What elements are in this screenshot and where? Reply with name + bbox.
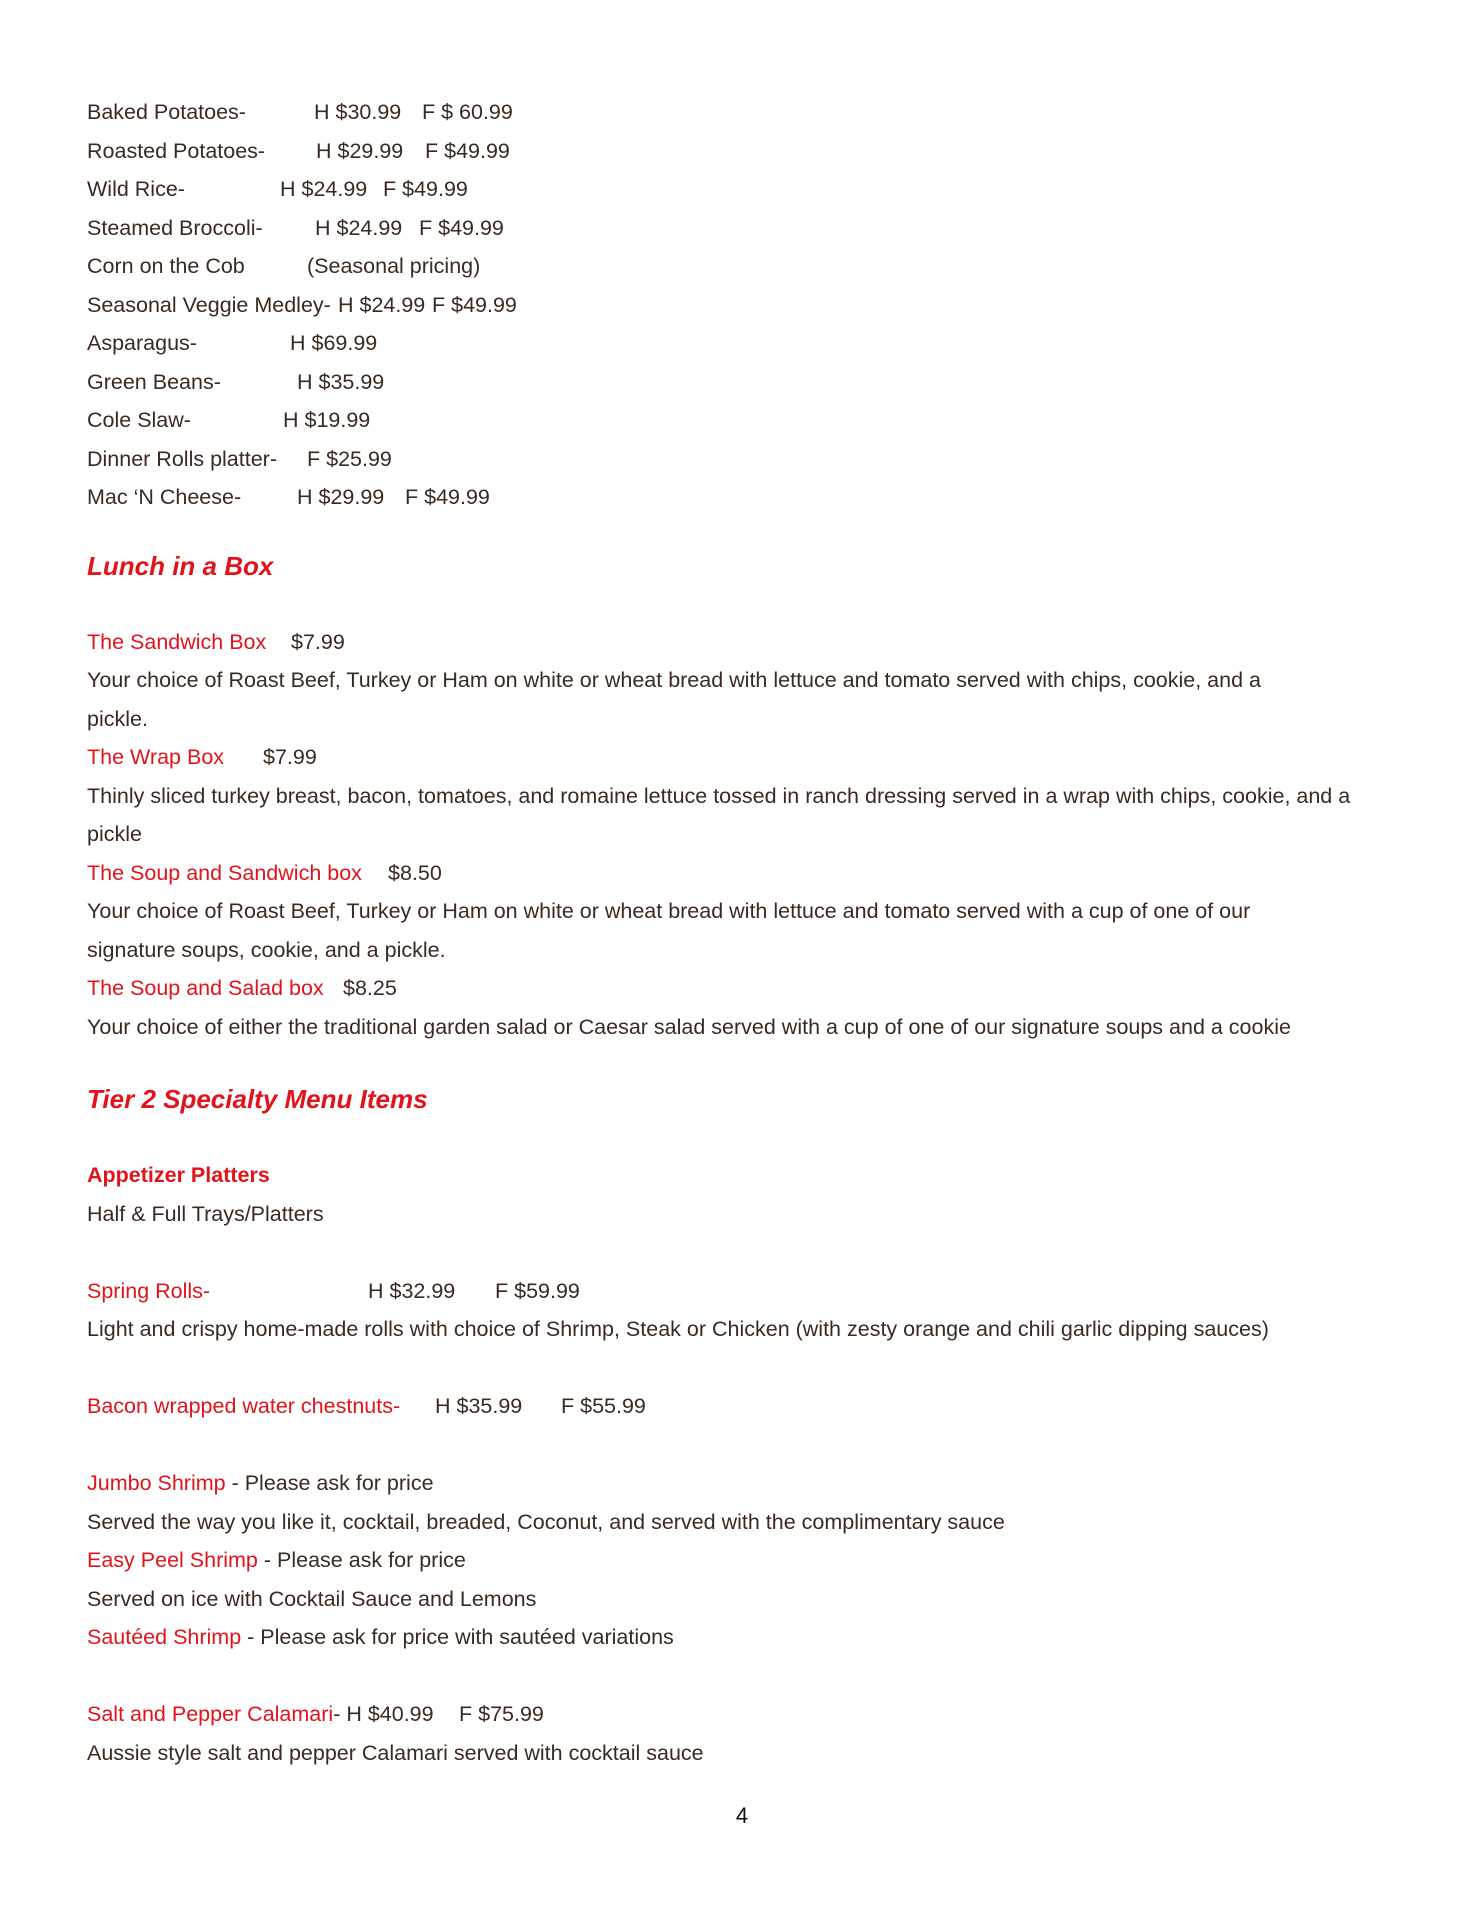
lunch-item [87,854,1407,893]
item-name: The Soup and Salad box [87,976,324,1000]
side-item [87,93,1407,132]
item-description: pickle. [87,706,148,731]
item-price: $8.50 [388,860,442,885]
appetizer-item [87,1387,1407,1426]
section-heading-tier2: Tier 2 Specialty Menu Items [87,1084,428,1114]
section-heading-lunch: Lunch in a Box [87,550,274,581]
half-price: H $69.99 [290,331,378,355]
half-price: H $35.99 [435,1394,523,1418]
sides-list [87,93,1407,517]
item-price: $7.99 [263,745,317,769]
lunch-item [87,738,1407,777]
item-price: $8.25 [343,976,397,1000]
side-item [87,132,1407,171]
full-price: F $49.99 [383,177,468,201]
item-name: Bacon wrapped water chestnuts [87,1394,393,1418]
appetizer-item [87,1695,1407,1734]
full-price: F $55.99 [561,1394,646,1418]
full-price: F $49.99 [432,292,517,317]
half-price: H $32.99 [368,1278,456,1303]
side-name: Roasted Potatoes- [87,138,266,163]
lunch-item [87,969,1407,1008]
side-item [87,324,1407,363]
side-name: Baked Potatoes- [87,100,246,124]
side-item [87,363,1407,402]
appetizer-item [87,1541,1407,1580]
item-description: Thinly sliced turkey breast, bacon, tomatoes, and romaine lettuce tossed in ranch dressing served in a wrap with chips, cookie, and a [87,783,1351,808]
full-price: F $49.99 [419,215,504,240]
half-price: H $24.99 [315,215,403,240]
item-name: Salt and Pepper Calamari [87,1702,334,1726]
side-name: Asparagus- [87,331,197,355]
subsection-note: Half & Full Trays/Platters [87,1201,324,1226]
lunch-item [87,623,1407,662]
page-number: 4 [735,1803,749,1828]
appetizer-item [87,1618,1407,1657]
item-price-note: - Please ask for price [257,1548,466,1572]
item-description: Light and crispy home-made rolls with choice of Shrimp, Steak or Chicken (with zesty orange and chili garlic dipping sauces) [87,1317,1269,1341]
half-price: H $24.99 [338,292,426,317]
pricing-note: (Seasonal pricing) [307,254,481,278]
item-name: The Soup and Sandwich box [87,860,362,885]
full-price: F $49.99 [405,485,490,509]
half-price: - H $40.99 [333,1702,434,1726]
item-dash: - [392,1394,401,1418]
item-name: The Wrap Box [87,745,225,769]
side-name: Dinner Rolls platter- [87,446,277,471]
item-description: Your choice of either the traditional garden salad or Caesar salad served with a cup of one of our signature soups and a cookie [87,1014,1291,1039]
item-name: Easy Peel Shrimp [87,1548,258,1572]
menu-page [87,93,1407,1772]
item-price-note: - Please ask for price with sautéed variations [241,1625,674,1649]
half-price: H $29.99 [316,138,404,163]
side-name: Seasonal Veggie Medley- [87,292,331,317]
item-price-note: - Please ask for price [225,1471,434,1495]
item-name: Spring Rolls- [87,1278,211,1303]
full-price: F $49.99 [425,138,510,163]
side-name: Green Beans- [87,369,221,394]
side-item [87,286,1407,325]
item-description: Your choice of Roast Beef, Turkey or Ham on white or wheat bread with lettuce and tomato served with chips, cookie, and a [87,668,1261,692]
side-name: Steamed Broccoli- [87,215,263,240]
side-name: Mac ‘N Cheese- [87,485,242,509]
item-name: The Sandwich Box [87,629,267,654]
full-price: F $75.99 [459,1702,544,1726]
half-price: H $29.99 [297,485,385,509]
side-item [87,170,1407,209]
side-name: Corn on the Cob [87,254,245,278]
full-price: F $59.99 [495,1278,580,1303]
side-item [87,209,1407,248]
half-price: H $35.99 [297,369,385,394]
side-item [87,247,1407,286]
full-price: F $ 60.99 [422,100,513,124]
item-description: pickle [87,822,142,846]
item-description: signature soups, cookie, and a pickle. [87,937,446,962]
half-price: H $24.99 [280,177,368,201]
subsection-title: Appetizer Platters [87,1163,270,1187]
half-price: H $19.99 [283,408,371,432]
side-name: Wild Rice- [87,177,185,201]
side-item [87,478,1407,517]
side-item [87,401,1407,440]
item-name: Jumbo Shrimp [87,1471,226,1495]
item-name: Sautéed Shrimp [87,1625,242,1649]
side-item [87,440,1407,479]
half-price: H $30.99 [314,100,402,124]
full-price: F $25.99 [307,446,392,471]
side-name: Cole Slaw- [87,408,191,432]
item-description: Served on ice with Cocktail Sauce and Lemons [87,1586,537,1611]
appetizer-item [87,1272,1407,1311]
item-description: Served the way you like it, cocktail, breaded, Coconut, and served with the complimentary sauce [87,1509,1005,1534]
item-price: $7.99 [291,629,345,654]
appetizer-item [87,1464,1407,1503]
item-description: Aussie style salt and pepper Calamari served with cocktail sauce [87,1740,704,1765]
item-description: Your choice of Roast Beef, Turkey or Ham on white or wheat bread with lettuce and tomato served with a cup of one of our [87,899,1251,923]
